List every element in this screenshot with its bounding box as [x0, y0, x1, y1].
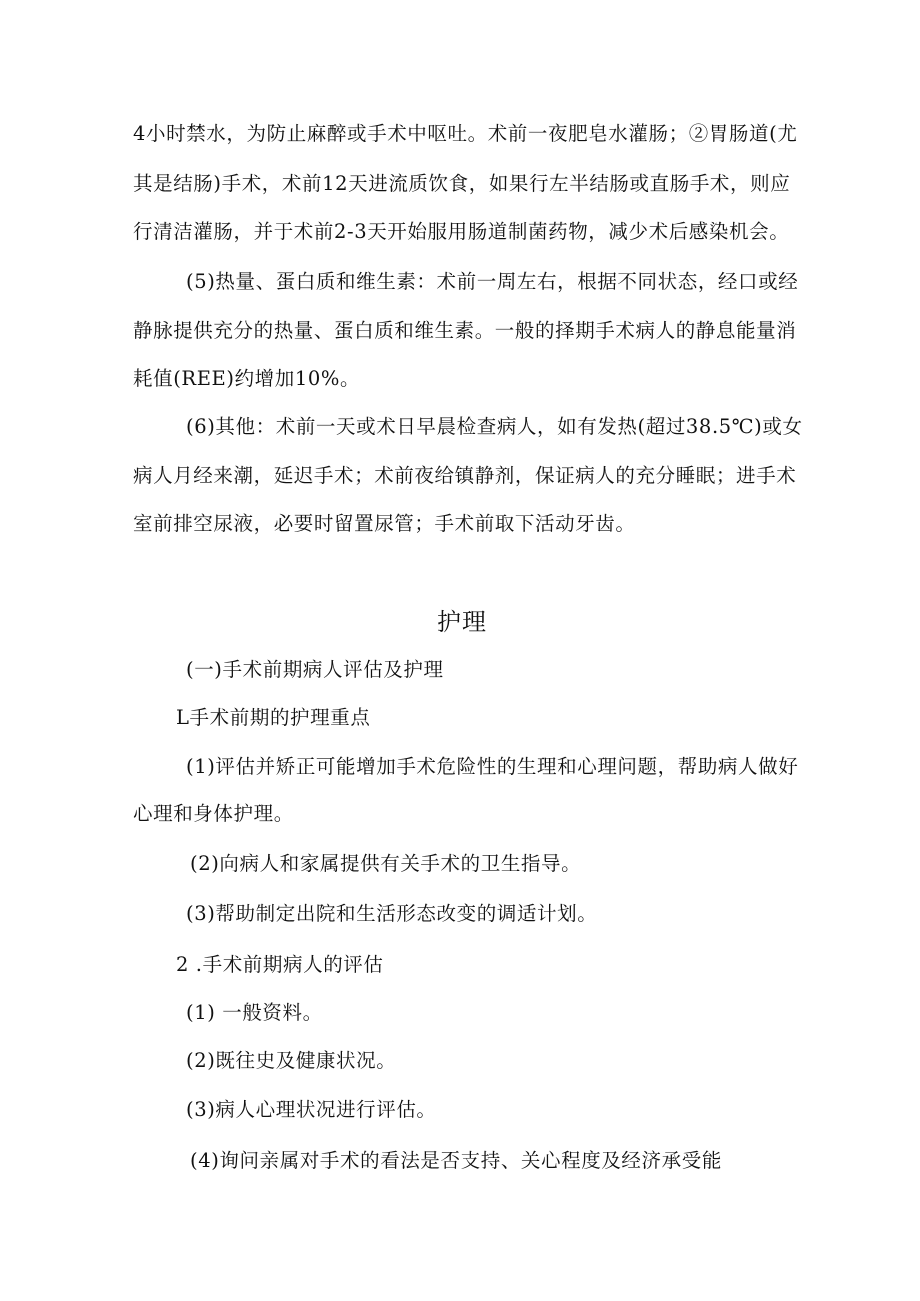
list-item: (2)向病人和家属提供有关手术的卫生指导。	[190, 852, 582, 875]
item-heading: L手术前期的护理重点	[176, 706, 371, 729]
item-heading: 2 .手术前期病人的评估	[176, 953, 384, 976]
section-title: 护理	[437, 608, 487, 636]
paragraph-line: 其是结肠)手术，术前12天进流质饮食，如果行左半结肠或直肠手术，则应	[133, 172, 791, 195]
paragraph-line: 室前排空尿液，必要时留置尿管；手术前取下活动牙齿。	[133, 512, 636, 535]
list-item: (3)帮助制定出院和生活形态改变的调适计划。	[186, 902, 598, 925]
list-item: (4)询问亲属对手术的看法是否支持、关心程度及经济承受能	[190, 1149, 722, 1172]
list-item: (3)病人心理状况进行评估。	[186, 1098, 437, 1121]
paragraph-line: 静脉提供充分的热量、蛋白质和维生素。一般的择期手术病人的静息能量消	[133, 319, 797, 342]
paragraph-line: (5)热量、蛋白质和维生素：术前一周左右，根据不同状态，经口或经	[186, 270, 799, 293]
paragraph-line: 4小时禁水，为防止麻醉或手术中呕吐。术前一夜肥皂水灌肠；②胃肠道(尤	[133, 122, 798, 145]
paragraph-line: 病人月经来潮，延迟手术；术前夜给镇静剂，保证病人的充分睡眠；进手术	[133, 464, 797, 487]
paragraph-line: 耗值(REE)约增加10%。	[133, 367, 361, 390]
subsection-title: (一)手术前期病人评估及护理	[186, 658, 444, 681]
paragraph-line: (6)其他：术前一天或术日早晨检查病人，如有发热(超过38.5℃)或女	[186, 415, 803, 438]
list-item: (1) 一般资料。	[186, 1001, 323, 1024]
paragraph-line: (1)评估并矫正可能增加手术危险性的生理和心理问题，帮助病人做好	[186, 755, 799, 778]
paragraph-line: 行清洁灌肠，并于术前2-3天开始服用肠道制菌药物，减少术后感染机会。	[133, 220, 790, 243]
list-item: (2)既往史及健康状况。	[186, 1049, 397, 1072]
paragraph-line: 心理和身体护理。	[133, 802, 294, 825]
